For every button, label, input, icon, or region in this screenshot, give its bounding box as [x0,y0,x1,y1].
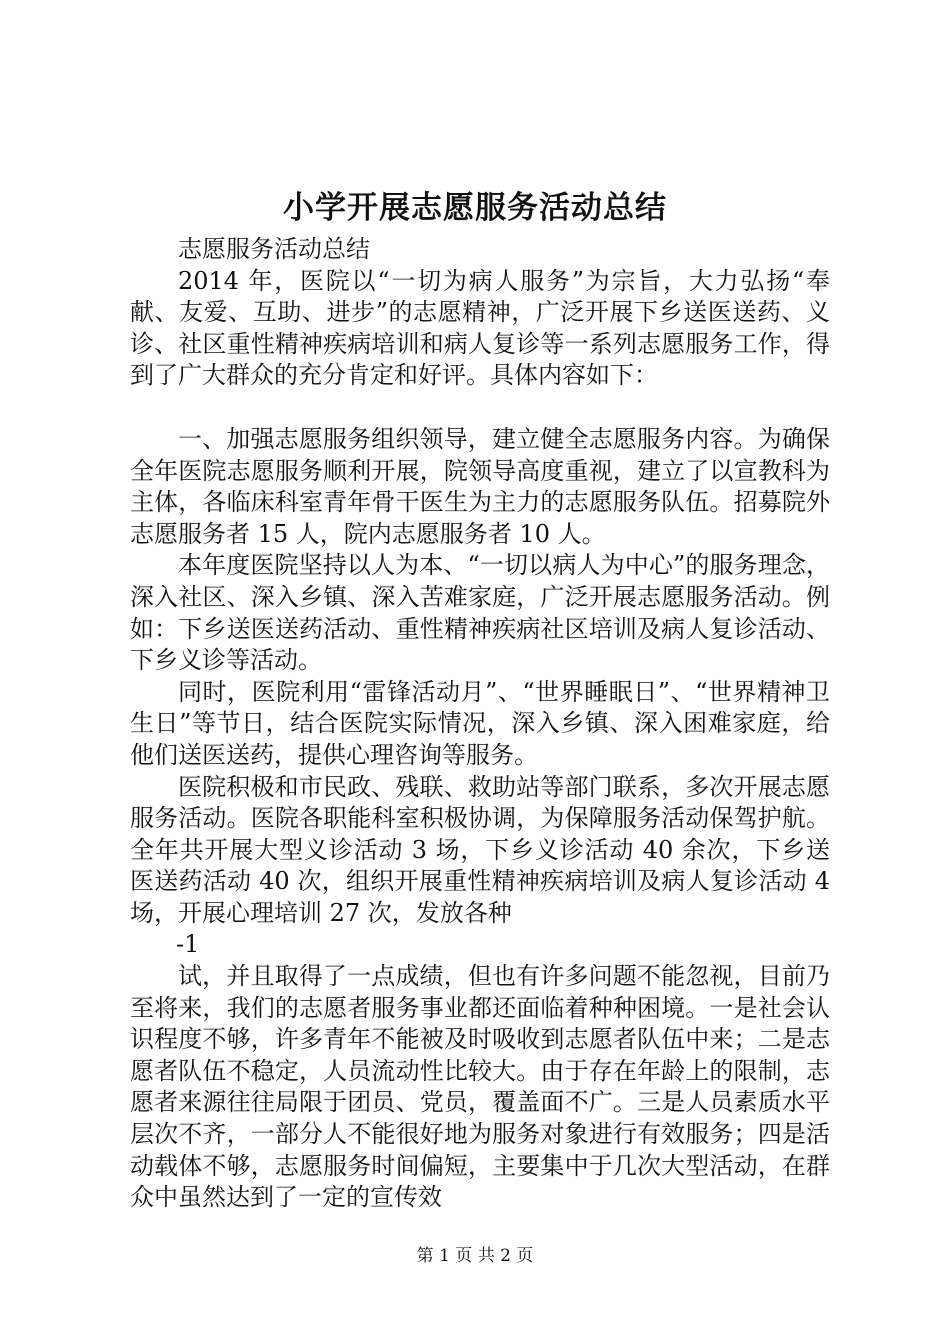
paragraph-festivals: 同时，医院利用“雷锋活动月”、“世界睡眠日”、“世界精神卫生日”等节日，结合医院实际情况，深入乡镇、深入困难家庭，给他们送医送药，提供心理咨询等服务。 [130,677,830,769]
inline-page-marker: -1 [176,930,200,959]
paragraph-philosophy: 本年度医院坚持以人为本、“一切以病人为中心”的服务理念，深入社区、深入乡镇、深入苦难家庭，广泛开展志愿服务活动。例如：下乡送医送药活动、重性精神疾病社区培训及病人复诊活动、下乡义诊等活动。 [130,551,830,675]
document-title: 小学开展志愿服务活动总结 [283,190,667,226]
paragraph-activities: 医院积极和市民政、残联、救助站等部门联系，多次开展志愿服务活动。医院各职能科室积极协调，为保障服务活动保驾护航。全年共开展大型义诊活动 3 场，下乡义诊活动 40 余次，下乡送医送药活动 40 次，组织开展重性精神疾病培训及病人复诊活动 4 场，开展心理培训 27 次，发放各种 [130,772,830,927]
paragraph-spacer [130,392,830,424]
document-body [130,234,830,1214]
page-footer: 第 1 页 共 2 页 [416,1246,534,1266]
paragraph-organization: 一、加强志愿服务组织领导，建立健全志愿服务内容。为确保全年医院志愿服务顺利开展，院领导高度重视，建立了以宣教科为主体，各临床科室青年骨干医生为主力的志愿服务队伍。招募院外志愿服务者 15 人，院内志愿服务者 10 人。 [130,424,830,548]
paragraph-problems: 试，并且取得了一点成绩，但也有许多问题不能忽视，目前乃至将来，我们的志愿者服务事业都还面临着种种困境。一是社会认识程度不够，许多青年不能被及时吸收到志愿者队伍中来；二是志愿者队伍不稳定，人员流动性比较大。由于存在年龄上的限制，志愿者来源往往局限于团员、党员，覆盖面不广。三是人员素质水平层次不齐，一部分人不能很好地为服务对象进行有效服务；四是活动载体不够，志愿服务时间偏短，主要集中于几次大型活动，在群众中虽然达到了一定的宣传效 [130,962,830,1212]
paragraph-intro: 2014 年，医院以“一切为病人服务”为宗旨，大力弘扬“奉献、友爱、互助、进步”的志愿精神，广泛开展下乡送医送药、义诊、社区重性精神疾病培训和病人复诊等一系列志愿服务工作，得到了广大群众的充分肯定和好评。具体内容如下： [130,266,830,390]
document-subtitle: 志愿服务活动总结 [178,235,370,263]
